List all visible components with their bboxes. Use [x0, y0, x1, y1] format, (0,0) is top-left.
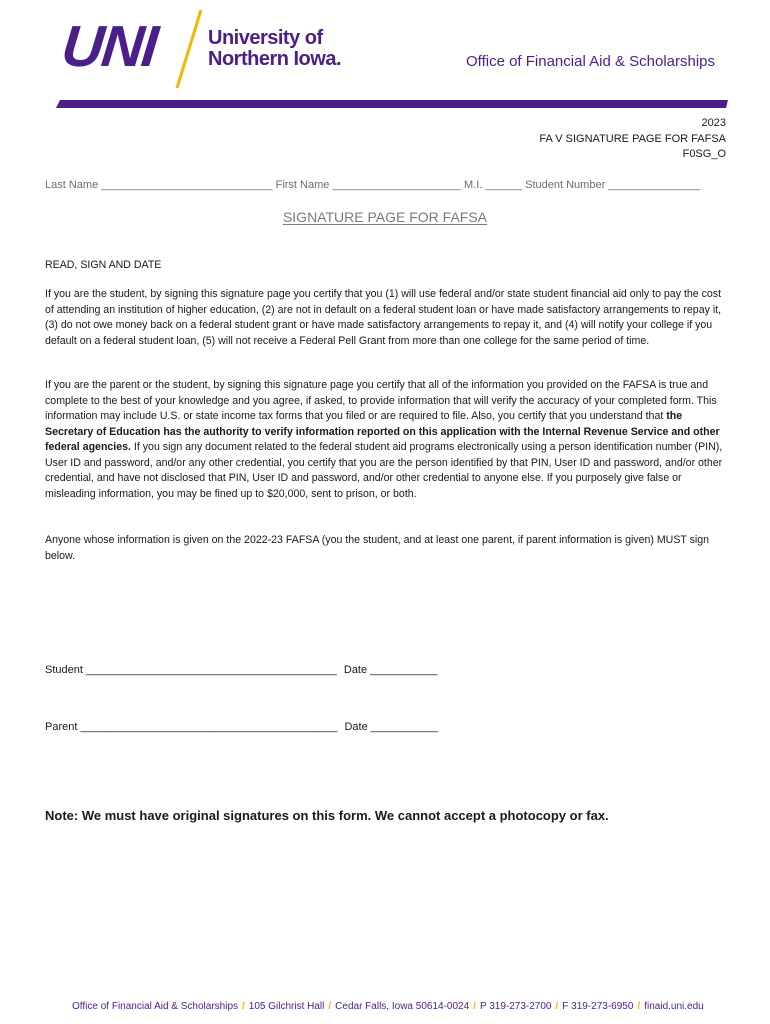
- student-signature-field[interactable]: Student _________________________________________: [45, 664, 337, 676]
- footer-separator: /: [555, 1001, 559, 1012]
- student-name-line: [45, 179, 700, 191]
- form-code: F0SG_O: [682, 148, 726, 160]
- university-name-line1: University of: [208, 27, 323, 49]
- footer-office: Office of Financial Aid & Scholarships: [72, 1001, 239, 1012]
- paragraph-text-part1: If you are the parent or the student, by signing this signature page you certify that all of the information you provided on the FAFSA is true and complete to the best of your knowledge and you agree, if asked, to provide information that will verify the accuracy of your completed form. This information may include U.S. or state income tax forms that you filed or are required to file. Also, you certify that you understand that: [45, 379, 717, 422]
- footer-separator: /: [242, 1001, 245, 1012]
- footer-website-link[interactable]: finaid.uni.edu: [644, 1001, 704, 1012]
- footer-phone: P 319-273-2700: [479, 1001, 552, 1012]
- footer-separator: /: [473, 1001, 476, 1012]
- middle-initial-field[interactable]: M.I. ______: [463, 179, 523, 191]
- parent-date-field[interactable]: Date ___________: [344, 721, 439, 733]
- paragraph-text: Anyone whose information is given on the 2022-23 FAFSA (you the student, and at least one parent, if parent information is given) MUST sign below.: [45, 534, 710, 562]
- footer-address: 105 Gilchrist Hall: [248, 1001, 325, 1012]
- original-signature-note: Note: We must have original signatures on this form. We cannot accept a photocopy or fax.: [45, 808, 609, 823]
- paragraph-bold-text: the Secretary of Education has the authority to verify information reported on this application with the Internal Revenue Service and other federal agencies.: [45, 410, 720, 453]
- footer-separator: /: [637, 1001, 641, 1012]
- paragraph-text-part2: If you sign any document related to the federal student aid programs electronically using a person identification number (PIN), User ID and password, and/or any other credential, you certify that you are the person identified by that PIN, User ID and password, and/or other credential, and have not disclosed that PIN, User ID and password, and/or other credential to anyone else. If you purposely give false or misleading information, you may be fined up to $20,000, sent to prison, or both.: [45, 441, 723, 500]
- paragraph-text: [45, 378, 730, 502]
- office-title: Office of Financial Aid & Scholarships: [466, 53, 716, 70]
- student-number-field[interactable]: Student Number _______________: [525, 179, 701, 191]
- form-year: 2023: [701, 117, 726, 129]
- footer-fax: F 319-273-6950: [562, 1001, 634, 1012]
- form-code-block: [539, 116, 726, 163]
- parent-signature-line: [45, 721, 438, 733]
- university-name: [208, 28, 341, 70]
- signers-paragraph: [45, 533, 730, 564]
- parent-student-certification-paragraph: [45, 378, 730, 502]
- student-signature-line: [45, 664, 437, 676]
- university-name-line2: Northern Iowa.: [208, 48, 342, 70]
- uni-logo: UNI: [58, 14, 160, 79]
- student-certification-paragraph: [45, 287, 730, 349]
- page-title: SIGNATURE PAGE FOR FAFSA: [282, 209, 488, 225]
- footer-separator: /: [328, 1001, 332, 1012]
- parent-signature-field[interactable]: Parent __________________________________________: [45, 721, 338, 733]
- footer-city: Cedar Falls, Iowa 50614-0024: [335, 1001, 470, 1012]
- paragraph-text: If you are the student, by signing this signature page you certify that you (1) will use federal and/or state student financial aid only to pay the cost of attending an institution of higher education, (2) are not in default on a federal student loan or have made satisfactory arrangements to repay it, (3) do not owe money back on a federal student grant or have made satisfactory arrangements to repay it, and (4) will notify your college if you default on a federal student loan, (5) will not receive a Federal Pell Grant from more than one college for the same period of time.: [45, 288, 722, 347]
- form-name: FA V SIGNATURE PAGE FOR FAFSA: [539, 132, 726, 145]
- last-name-field[interactable]: Last Name ____________________________: [45, 179, 273, 191]
- footer: [72, 1001, 704, 1012]
- section-heading: READ, SIGN AND DATE: [45, 259, 162, 271]
- student-date-field[interactable]: Date ___________: [343, 664, 438, 676]
- first-name-field[interactable]: First Name _____________________: [275, 179, 461, 191]
